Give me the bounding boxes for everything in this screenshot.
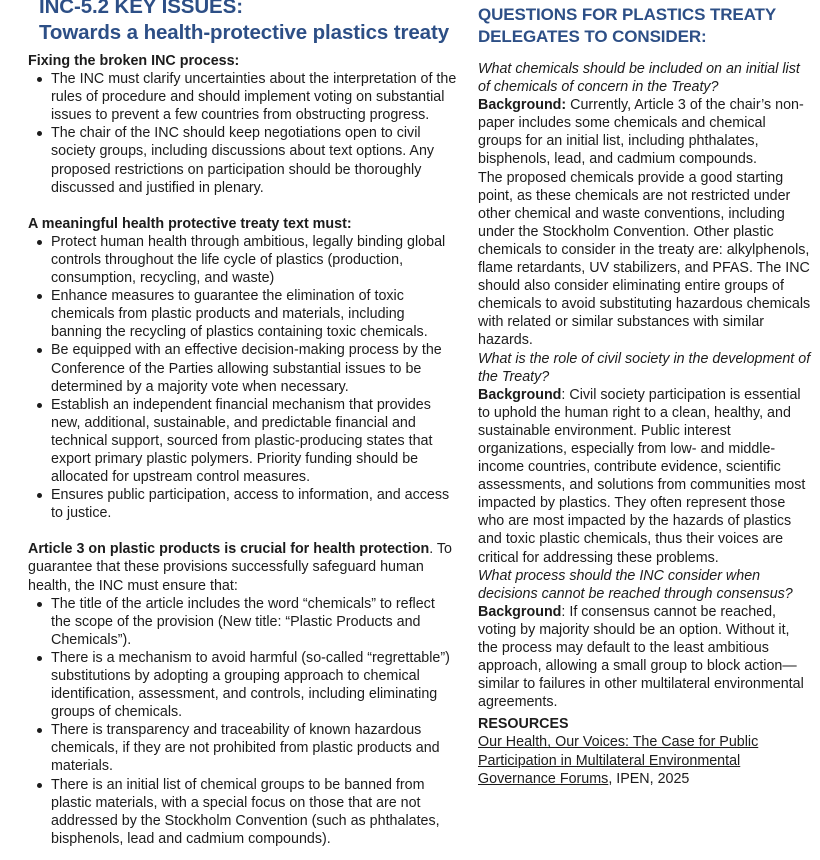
questions-title-line-2: DELEGATES TO CONSIDER: — [478, 27, 707, 46]
list-item: Protect human health through ambitious, legally binding global controls throughout the life cycle of plastics (production, consumption, recycling, and waste) — [28, 233, 458, 287]
title-line-2: Towards a health-protective plastics treaty — [39, 21, 450, 44]
background-body: Currently, Article 3 of the chair’s non-paper includes some chemicals and chemical groups for an initial list, including phthalates, bisphenols, lead, and cadmium compounds. — [478, 97, 804, 168]
inc-process-list — [28, 70, 458, 197]
background-label: Background — [478, 386, 562, 403]
page-title — [39, 0, 458, 46]
question-block-civil-society — [478, 350, 813, 567]
resource-link[interactable]: Our Health, Our Voices: The Case for Public Participation in Multilateral Environmental Governance Forums — [478, 734, 759, 787]
questions-column — [478, 4, 813, 788]
background-body: : If consensus cannot be reached, voting by majority should be an option. Without it, the process may default to the least ambitious approach, allowing a small group to block action—similar to failures in other multilateral environmental agreements. — [478, 603, 804, 711]
list-item: The INC must clarify uncertainties about the interpretation of the rules of procedure and should implement voting on substantial issues to prevent a few countries from obstructing progress. — [28, 70, 458, 124]
article3-intro-rest: . To guarantee that these provisions successfully safeguard human health, the INC must ensure that: — [28, 541, 452, 594]
background-text — [478, 603, 813, 712]
treaty-text-list — [28, 233, 458, 523]
background-extra: The proposed chemicals provide a good starting point, as these chemicals are not restricted under other chemical and waste conventions, including under the Stockholm Convention. Other plastic chemicals to consider in the treaty are: alkylphenols, flame retardants, UV stabilizers, and PFAS. The INC should also consider eliminating entire groups of chemicals to avoid substituting hazardous chemicals with related or similar substances with similar hazards. — [478, 169, 811, 349]
resources-heading: RESOURCES — [478, 716, 569, 733]
resource-item — [478, 733, 813, 787]
question-text: What chemicals should be included on an initial list of chemicals of concern in the Treaty? — [478, 61, 800, 96]
background-label: Background — [478, 603, 562, 620]
question-block-consensus — [478, 567, 813, 712]
background-label: Background: — [478, 97, 567, 114]
question-text: What is the role of civil society in the development of the Treaty? — [478, 350, 811, 385]
resource-suffix: , IPEN, 2025 — [608, 770, 690, 787]
background-body: : Civil society participation is essential to uphold the human right to a clean, healthy, and sustainable environment. Public interest organizations, especially from low- and middle-income countries, contribute evidence, scientific assessments, and solutions from communities most impacted by plastics. They often represent those who are most impacted by the hazards of plastics and toxic plastic chemicals, thus their voices are critical for addressing these problems. — [478, 386, 806, 566]
article3-intro-bold: Article 3 on plastic products is crucial for health protection — [28, 541, 430, 558]
article3-list — [28, 595, 458, 848]
background-text — [478, 386, 813, 567]
list-item: Enhance measures to guarantee the elimination of toxic chemicals from plastic products and materials, including banning the recycling of plastics containing toxic chemicals. — [28, 287, 458, 341]
key-issues-column — [28, 0, 458, 848]
list-item: Establish an independent financial mechanism that provides new, additional, sustainable, and predictable financial and technical support, sourced from plastic-producing states that export primary plastic polymers. Priority funding should be allocated for upstream control measures. — [28, 396, 458, 486]
questions-title — [478, 4, 813, 48]
list-item: Be equipped with an effective decision-making process by the Conference of the Parties allowing substantial issues to be determined by a majority vote when necessary. — [28, 341, 458, 395]
article3-intro — [28, 540, 458, 594]
section-heading-treaty-text: A meaningful health protective treaty text must: — [28, 215, 352, 232]
list-item: Ensures public participation, access to information, and access to justice. — [28, 486, 458, 522]
list-item: There is transparency and traceability of known hazardous chemicals, if they are not prohibited from plastic products and materials. — [28, 721, 458, 775]
list-item: The title of the article includes the word “chemicals” to reflect the scope of the provision (New title: “Plastic Products and Chemicals”). — [28, 595, 458, 649]
questions-title-line-1: QUESTIONS FOR PLASTICS TREATY — [478, 5, 777, 24]
section-heading-inc-process: Fixing the broken INC process: — [28, 53, 240, 69]
background-text — [478, 96, 813, 168]
list-item: There is a mechanism to avoid harmful (so-called “regrettable”) substitutions by adopting a grouping approach to chemical identification, assessment, and controls, including eliminating groups of chemicals. — [28, 649, 458, 721]
list-item: There is an initial list of chemical groups to be banned from plastic materials, with a special focus on those that are not addressed by the Stockholm Convention (such as phthalates, bisphenols, lead and cadmium compounds). — [28, 776, 458, 848]
question-block-chemicals — [478, 60, 813, 350]
question-text: What process should the INC consider when decisions cannot be reached through consensus? — [478, 567, 793, 602]
list-item: The chair of the INC should keep negotiations open to civil society groups, including discussions about text options. Any proposed restrictions on participation should be thoroughly discussed and justified in plenary. — [28, 124, 458, 196]
title-line-1: INC-5.2 KEY ISSUES: — [39, 0, 243, 18]
